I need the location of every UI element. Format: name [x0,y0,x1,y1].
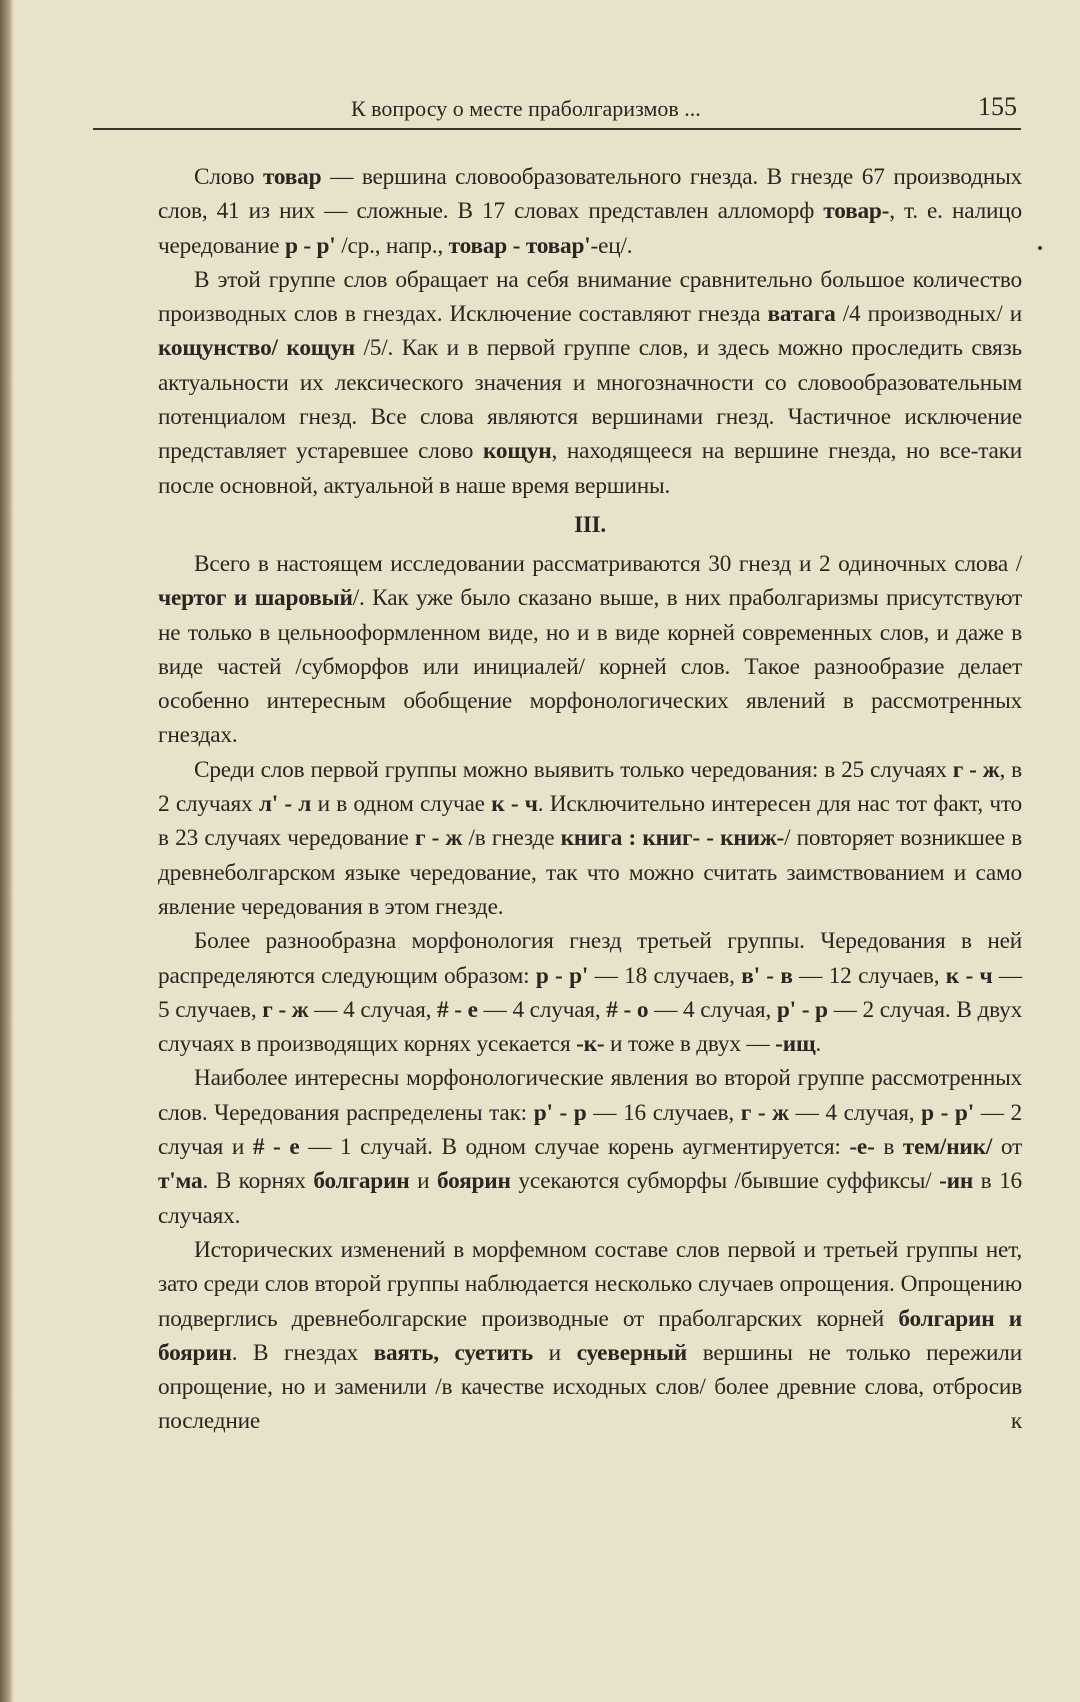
text-run: В этой группе слов обращает на себя внимание сравнительно большое количество производных слов в гнездах. Исключение составляют гнезда [158,266,1022,328]
paragraph [158,263,1022,503]
text-run: — 4 случая, [477,996,607,1023]
text-run: . В корнях [202,1168,314,1195]
text-run: — 18 случаев, [588,962,742,989]
text-run: — 2 случая и [158,1099,1022,1161]
text-run: /ср., напр., [335,232,449,259]
text-run: в 16 случаях. [158,1168,1022,1229]
bold-term: г - ж [414,825,463,852]
bold-term: товар - товар' [448,232,591,259]
bold-term: г - ж [952,756,1000,783]
text-run: — 5 случаев, [158,962,1022,1023]
text-run: вершины не только пережили опрощение, но и заменили /в качестве исходных слов/ более древние слова, отбросив последние к [158,1339,1022,1435]
bold-term: кощун [482,438,552,465]
bold-term: книга : книг- - книж- [560,825,785,852]
paragraph [158,160,1022,263]
bold-term: # - е [252,1134,300,1161]
text-run: /4 производных/ и [835,301,1023,328]
running-title: К вопросу о месте праболгаризмов ... [351,96,701,121]
text-run: , находящееся на вершине гнезда, но все-таки после основной, актуальной в наше время вершины. [158,438,1022,499]
bold-term: -ин [939,1168,974,1195]
page-header [93,92,1021,126]
bold-term: р - р' [921,1099,974,1126]
text-run: / повторяет возникшее в древнеболгарском языке чередование, так что можно считать заимствованием и само явление чередования в этом гнезде. [158,825,1023,920]
text-run: — 16 случаев, [586,1099,741,1126]
text-run: и [533,1339,577,1366]
bold-term: к - ч [945,962,993,989]
text-run: , т. е. налицо чередование [158,198,1022,259]
text-run: . [815,1031,822,1058]
text-run: , в 2 случаях [158,756,1022,818]
bold-term: -е- [849,1134,875,1161]
bold-term: р' - р [533,1099,587,1126]
text-run: в [874,1134,903,1161]
paragraph [158,1233,1022,1439]
bold-term: р - р' [535,962,589,989]
paragraph [158,1061,1022,1232]
bold-term: л' - л [258,791,312,818]
text-run: — 1 случай. В одном случае корень аугментируется: [299,1134,850,1161]
bold-term: боярин [437,1168,511,1195]
text-run: — 4 случая, [648,996,777,1023]
margin-mark [1038,246,1042,250]
header-rule [93,128,1021,130]
bold-term: -ищ [775,1031,816,1058]
bold-term: г - ж [740,1099,789,1126]
bold-term: чертог и шаровый [158,585,353,612]
text-run: Слово [194,164,263,190]
bold-term: # - е [437,996,478,1023]
text-run: -ец/. [590,232,633,259]
text-run: Среди слов первой группы можно выявить только чередования: в 25 случаях [194,756,953,783]
bold-term: в' - в [741,962,793,989]
text-run: — 2 случая. В двух случаях в производящих корнях усекается [158,996,1023,1058]
paragraph [158,753,1022,924]
bold-term: ваять, суетить [373,1339,534,1366]
bold-term: суеверный [576,1339,688,1366]
text-run: и тоже в двух — [604,1031,776,1058]
page-body [158,160,1022,1439]
bold-term: болгарин [313,1168,410,1195]
text-run: и [409,1168,437,1195]
bold-term: р - р' [284,232,336,259]
bold-term: кощунство/ кощун [158,335,355,362]
bold-term: # - о [606,996,649,1023]
bold-term: болгарин и боярин [158,1305,1022,1366]
text-run: усекаются субморфы /бывшие суффиксы/ [510,1168,940,1195]
text-run: Исторических изменений в морфемном составе слов первой и третьей группы нет, зато среди слов второй группы наблюдается несколько случаев опрощения. Опрощению подверглись древнеболгарские производные от праболгарских корней [158,1236,1022,1332]
bold-term: р' - р [776,996,828,1023]
text-run: /5/. Как и в первой группе слов, и здесь можно проследить связь актуальности их лексического значения и многозначности со словообразовательным потенциалом гнезд. Все слова являются вершинами гнезд. Частичное исключение представляет устаревшее слово [158,335,1022,465]
section-heading: III. [574,511,606,537]
text-run: — 4 случая, [788,1099,922,1126]
paragraph [158,547,1022,753]
text-run: Наиболее интересны морфонологические явления во второй группе рассмотренных слов. Чередования распределены так: [158,1065,1022,1126]
bold-term: к - ч [491,791,538,818]
bold-term: тем/ник/ [902,1134,993,1161]
paragraphs-before [158,160,1022,503]
text-run: /в гнезде [462,825,561,852]
bold-term: товар- [823,198,890,225]
text-run: и в одном случае [311,791,492,818]
text-run: от [992,1134,1022,1161]
paragraphs-after [158,547,1022,1439]
bold-term: -к- [576,1031,605,1058]
text-run: /. Как уже было сказано выше, в них праболгаризмы присутствуют не только в цельнооформленном виде, но и в виде корней современных слов, и даже в виде частей /субморфов или инициалей/ корней слов. Такое разнообразие делает особенно интересным обобщение морфонологических явлений в рассмотренных гнездах. [158,585,1022,749]
book-spine-shadow [0,0,14,1702]
text-run: . Исключительно интересен для нас тот факт, что в 23 случаях чередование [158,791,1023,852]
page-number: 155 [978,92,1017,121]
bold-term: т'ма [158,1168,203,1195]
text-run: Более разнообразна морфонология гнезд третьей группы. Чередования в ней распределяются следующим образом: [158,928,1022,989]
text-run: . В гнездах [231,1339,374,1366]
text-run: — вершина словообразовательного гнезда. В гнезде 67 производных слов, 41 из них — сложные. В 17 словах представлен алломорф [158,164,1022,225]
bold-term: товар [262,164,322,190]
text-run: — 4 случая, [308,996,438,1023]
bold-term: г - ж [262,996,309,1023]
bold-term: ватага [767,301,836,328]
text-run: — 12 случаев, [792,962,946,989]
paragraph [158,924,1022,1061]
text-run: Всего в настоящем исследовании рассматриваются 30 гнезд и 2 одиночных слова / [194,550,1022,577]
